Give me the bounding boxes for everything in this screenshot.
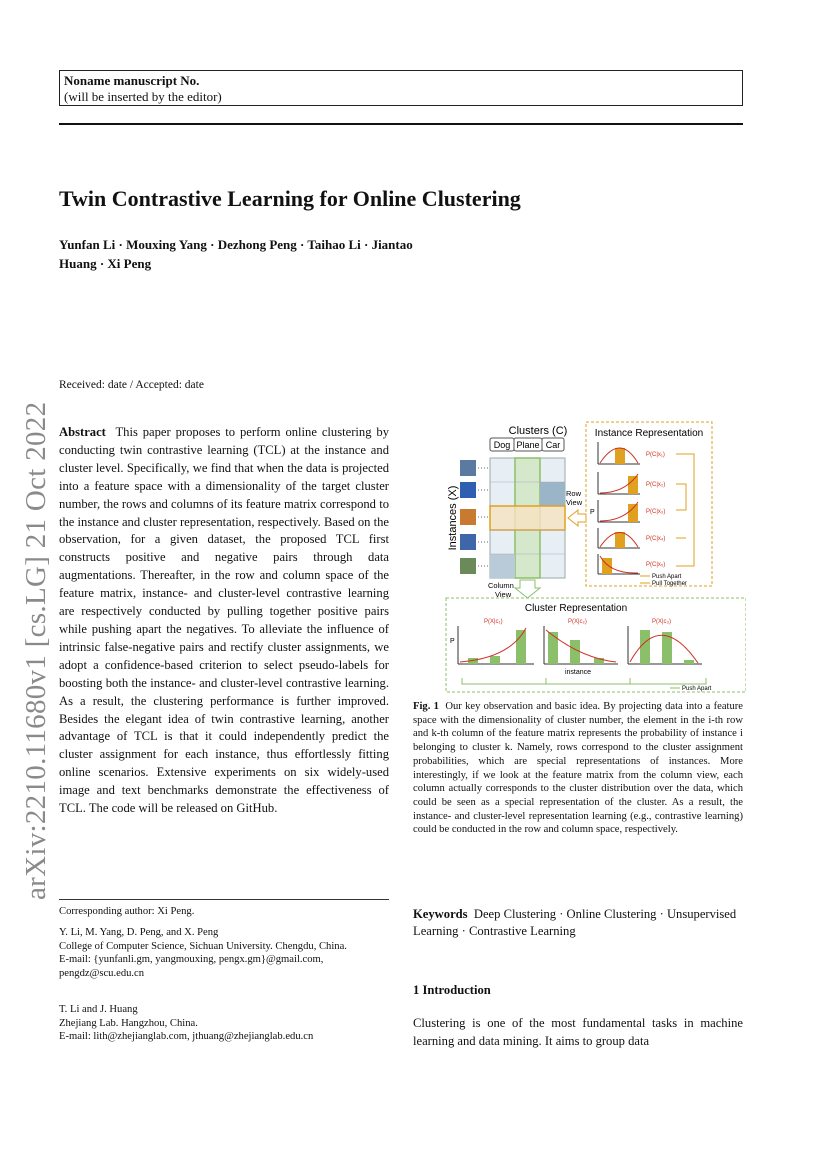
- matrix-cell-mid: [490, 554, 515, 578]
- inst-prob-4: P(C|x₄): [646, 536, 666, 542]
- instances-label: Instances (X): [447, 485, 459, 551]
- abstract-label: Abstract: [59, 425, 106, 439]
- clust-hist-3: [628, 619, 702, 664]
- authors-line-2: Huang · Xi Peng: [59, 256, 152, 271]
- arxiv-stamp: arXiv:2210.11680v1 [cs.LG] 21 Oct 2022: [20, 401, 52, 900]
- thumb-plane-1: [460, 460, 476, 476]
- affiliation-2-institute: Zhejiang Lab. Hangzhou, China.: [59, 1017, 198, 1029]
- matrix-cell-dark: [540, 482, 565, 506]
- paper-title: Twin Contrastive Learning for Online Clustering: [59, 186, 521, 211]
- thumb-car-1: [460, 482, 476, 498]
- clust-prob-2: P(X|c₂): [568, 619, 587, 625]
- col-dog-label: Dog: [493, 440, 511, 450]
- cluster-rep-title: Cluster Representation: [524, 603, 628, 614]
- instance-rep-title: Instance Representation: [594, 428, 704, 439]
- thumb-dog-2: [460, 558, 476, 574]
- inst-prob-3: P(C|x₃): [646, 509, 666, 515]
- row-view-label-2: View: [566, 498, 583, 507]
- row-view-label: Row: [566, 489, 582, 498]
- keywords-text: Deep Clustering · Online Clustering · Unsupervised Learning · Contrastive Learning: [413, 907, 737, 938]
- cluster-push-legend: Push Apart: [682, 686, 712, 692]
- thumb-plane-2: [460, 534, 476, 550]
- cluster-p-label: P: [450, 638, 455, 645]
- caption-label: Fig. 1: [413, 701, 439, 712]
- received-date: Received: date / Accepted: date: [59, 379, 204, 391]
- column-view-arrow: [515, 580, 540, 598]
- column-view-label-2: View: [495, 590, 512, 599]
- caption-text: Our key observation and basic idea. By projecting data into a feature space with the dimensionality of cluster number, the element in the i-th row and k-th column of the feature matrix represents the probability of instance i belonging to cluster k. Namely, rows correspond to the cluster assignment probabilities, which are special representations of instances. More interestingly, if we look at the feature matrix from the column view, each column actually corresponds to the cluster distribution over the data, which could be seen as a special representation of the cluster. As a result, the instance- and cluster-level representation learning (e.g., contrastive learning) could be conducted in the row and column space, respectively.: [413, 701, 743, 836]
- inst-hist-1: [598, 442, 665, 464]
- col-plane-label: Plane: [516, 440, 540, 450]
- inst-hist-2: [598, 472, 665, 494]
- footnote-rule: [59, 899, 389, 900]
- header-rule: [59, 123, 743, 125]
- instance-p-label: P: [590, 509, 595, 516]
- affiliation-2: [59, 1003, 389, 1044]
- inst-prob-1: P(C|x₁): [646, 452, 665, 458]
- feature-matrix: [490, 458, 565, 578]
- editor-note: (will be inserted by the editor): [64, 89, 222, 104]
- manuscript-notice: [59, 70, 743, 106]
- instance-axis-label: instance: [564, 669, 592, 676]
- inst-hist-3: [598, 500, 665, 522]
- instance-thumbnails: [460, 460, 476, 574]
- affiliation-1-email: E-mail: {yunfanli.gm, yangmouxing, pengx.gm}@gmail.com, pengdz@scu.edu.cn: [59, 954, 324, 979]
- affiliation-1: [59, 926, 389, 980]
- affiliation-1-names: Y. Li, M. Yang, D. Peng, and X. Peng: [59, 927, 219, 938]
- pull-together-legend: Pull Together: [652, 581, 687, 587]
- affiliation-1-institute: College of Computer Science, Sichuan University. Chengdu, China.: [59, 940, 347, 952]
- keywords-label: Keywords: [413, 907, 468, 921]
- abstract: [59, 424, 389, 818]
- abstract-text: This paper proposes to perform online clustering by conducting twin contrastive learning (TCL) at the instance and cluster level. Specifically, we find that when the data is projected into a feature space with a dimensionality of the target cluster number, the rows and columns of its feature matrix correspond to the instance and cluster representation, respectively. Based on the observation, for a given dataset, the proposed TCL first constructs positive and negative pairs through data augmentations. Thereafter, in the row and column space of the feature matrix, instance- and cluster-level contrastive learning are respectively conducted by pulling together positive pairs while pushing apart the negatives. To alleviate the influence of intrinsic false-negative pairs and rectify cluster assignments, we adopt a confidence-based criterion to select pseudo-labels for boosting both the instance- and cluster-level contrastive learning. As a result, the clustering performance is further improved. Besides the elegant idea of twin contrastive learning, another advantage of TCL is that it could independently predict the cluster assignment for each instance, thus effortlessly fitting online scenarios. Extensive experiments on six widely-used image and text benchmarks demonstrate the effectiveness of TCL. The code will be released on GitHub.: [59, 425, 389, 816]
- row-view-arrow: [568, 510, 586, 526]
- affiliation-2-names: T. Li and J. Huang: [59, 1004, 138, 1015]
- figure-1: [440, 418, 746, 696]
- push-apart-legend: Push Apart: [652, 574, 682, 580]
- intro-paragraph: Clustering is one of the most fundamental tasks in machine learning and data mining. It aims to group data: [413, 1016, 743, 1048]
- inst-prob-5: P(C|x₅): [646, 562, 666, 568]
- thumb-dog-1: [460, 509, 476, 525]
- column-view-label: Column: [488, 581, 514, 590]
- instance-bracket-arrows: [676, 454, 694, 566]
- author-list: [59, 235, 559, 273]
- inst-prob-2: P(C|x₂): [646, 482, 666, 488]
- cluster-push-arrows: [462, 678, 706, 684]
- section-heading: 1 Introduction: [413, 983, 491, 997]
- manuscript-number: Noname manuscript No.: [64, 73, 200, 88]
- cluster-histograms: [458, 619, 702, 676]
- clust-hist-1: [458, 619, 534, 664]
- inst-hist-5: [598, 554, 665, 574]
- col-car-label: Car: [545, 440, 561, 450]
- clust-hist-2: [544, 619, 618, 676]
- inst-hist-4: [598, 528, 665, 548]
- instance-histograms: [598, 442, 665, 574]
- keywords: [413, 906, 743, 940]
- figure-caption: [413, 700, 743, 837]
- clusters-label: Clusters (C): [508, 425, 568, 437]
- clust-prob-1: P(X|c₁): [484, 619, 503, 625]
- authors-line-1: Yunfan Li · Mouxing Yang · Dezhong Peng · Taihao Li · Jiantao: [59, 237, 413, 252]
- matrix-row-highlight: [490, 506, 565, 530]
- clust-prob-3: P(X|c₃): [652, 619, 672, 625]
- affiliation-2-email: E-mail: lith@zhejianglab.com, jthuang@zhejianglab.edu.cn: [59, 1031, 314, 1043]
- corresponding-author: Corresponding author: Xi Peng.: [59, 906, 195, 917]
